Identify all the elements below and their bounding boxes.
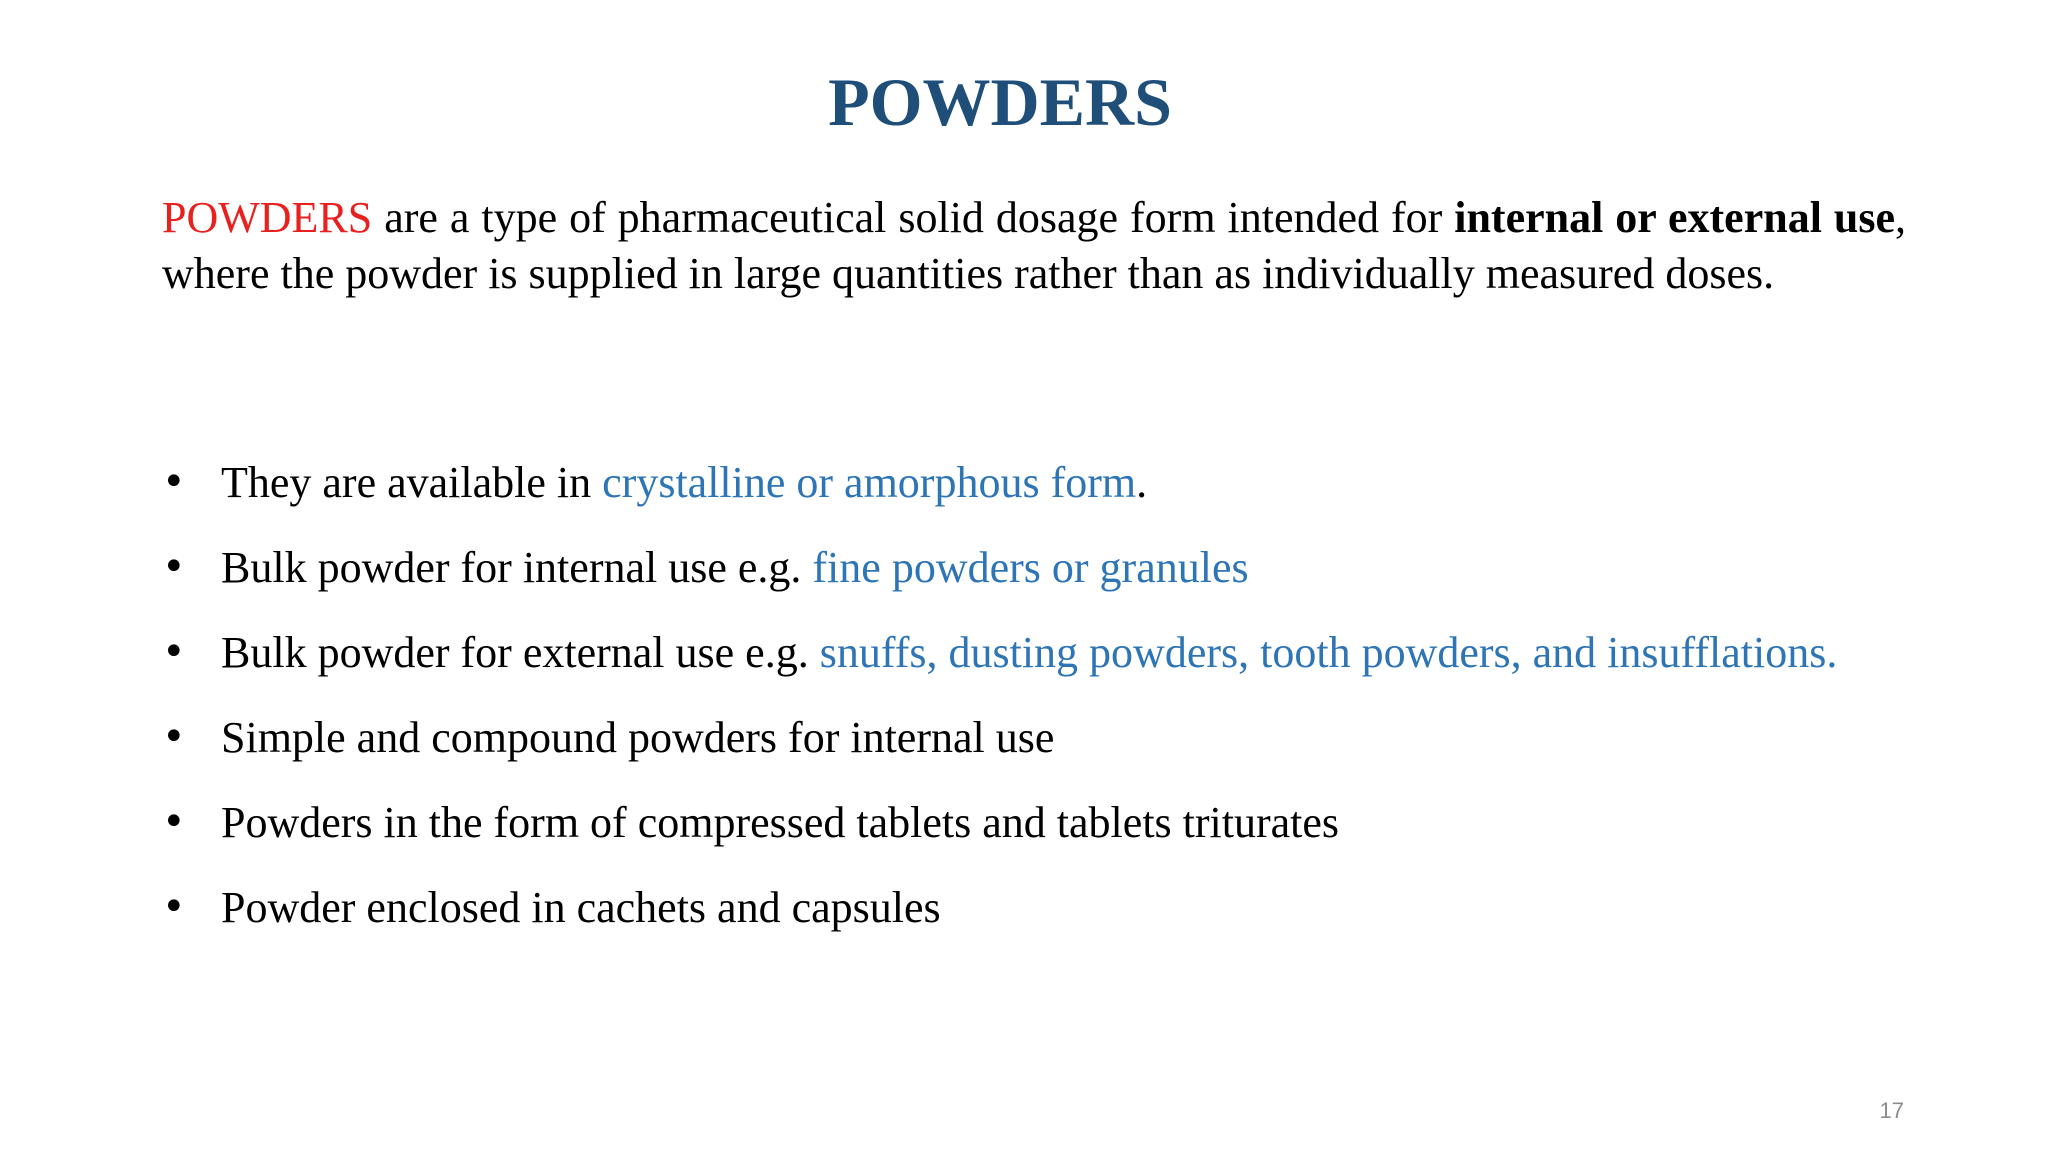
- bullet-dot-icon: •: [162, 799, 186, 845]
- bullet-dot-icon: •: [162, 544, 186, 590]
- intro-paragraph: [162, 190, 1906, 302]
- bullet-text: Bulk powder for external use e.g.: [221, 628, 820, 677]
- intro-text-1: are a type of pharmaceutical solid dosage form intended for: [372, 193, 1455, 242]
- slide-title: POWDERS: [828, 64, 1172, 140]
- intro-bold: internal or external use: [1454, 193, 1895, 242]
- bullet-item: [162, 440, 1906, 525]
- bullet-text: Powder enclosed in cachets and capsules: [221, 883, 941, 932]
- intro-text-2: , where the powder is supplied in large quantities rather than as individually measured doses.: [162, 193, 1906, 298]
- intro-term: POWDERS: [162, 193, 373, 242]
- bullet-item: [162, 610, 1906, 695]
- bullet-dot-icon: •: [162, 714, 186, 760]
- bullet-highlight: crystalline or amorphous form: [602, 458, 1137, 507]
- bullet-item: [162, 780, 1906, 865]
- bullet-text: Simple and compound powders for internal use: [221, 713, 1055, 762]
- bullet-text: They are available in: [221, 458, 603, 507]
- bullet-highlight: fine powders or granules: [812, 543, 1249, 592]
- bullet-dot-icon: •: [162, 459, 186, 505]
- page-number: 17: [1879, 1098, 1904, 1123]
- bullet-text: Powders in the form of compressed tablets and tablets triturates: [221, 798, 1340, 847]
- bullet-dot-icon: •: [162, 629, 186, 675]
- bullet-item: [162, 525, 1906, 610]
- bullet-highlight: snuffs, dusting powders, tooth powders, and insufflations.: [819, 628, 1838, 677]
- bullet-text: Bulk powder for internal use e.g.: [221, 543, 813, 592]
- bullet-list: [162, 440, 1906, 950]
- bullet-dot-icon: •: [162, 884, 186, 930]
- bullet-item: [162, 865, 1906, 950]
- bullet-item: [162, 695, 1906, 780]
- bullet-tail: .: [1136, 458, 1148, 507]
